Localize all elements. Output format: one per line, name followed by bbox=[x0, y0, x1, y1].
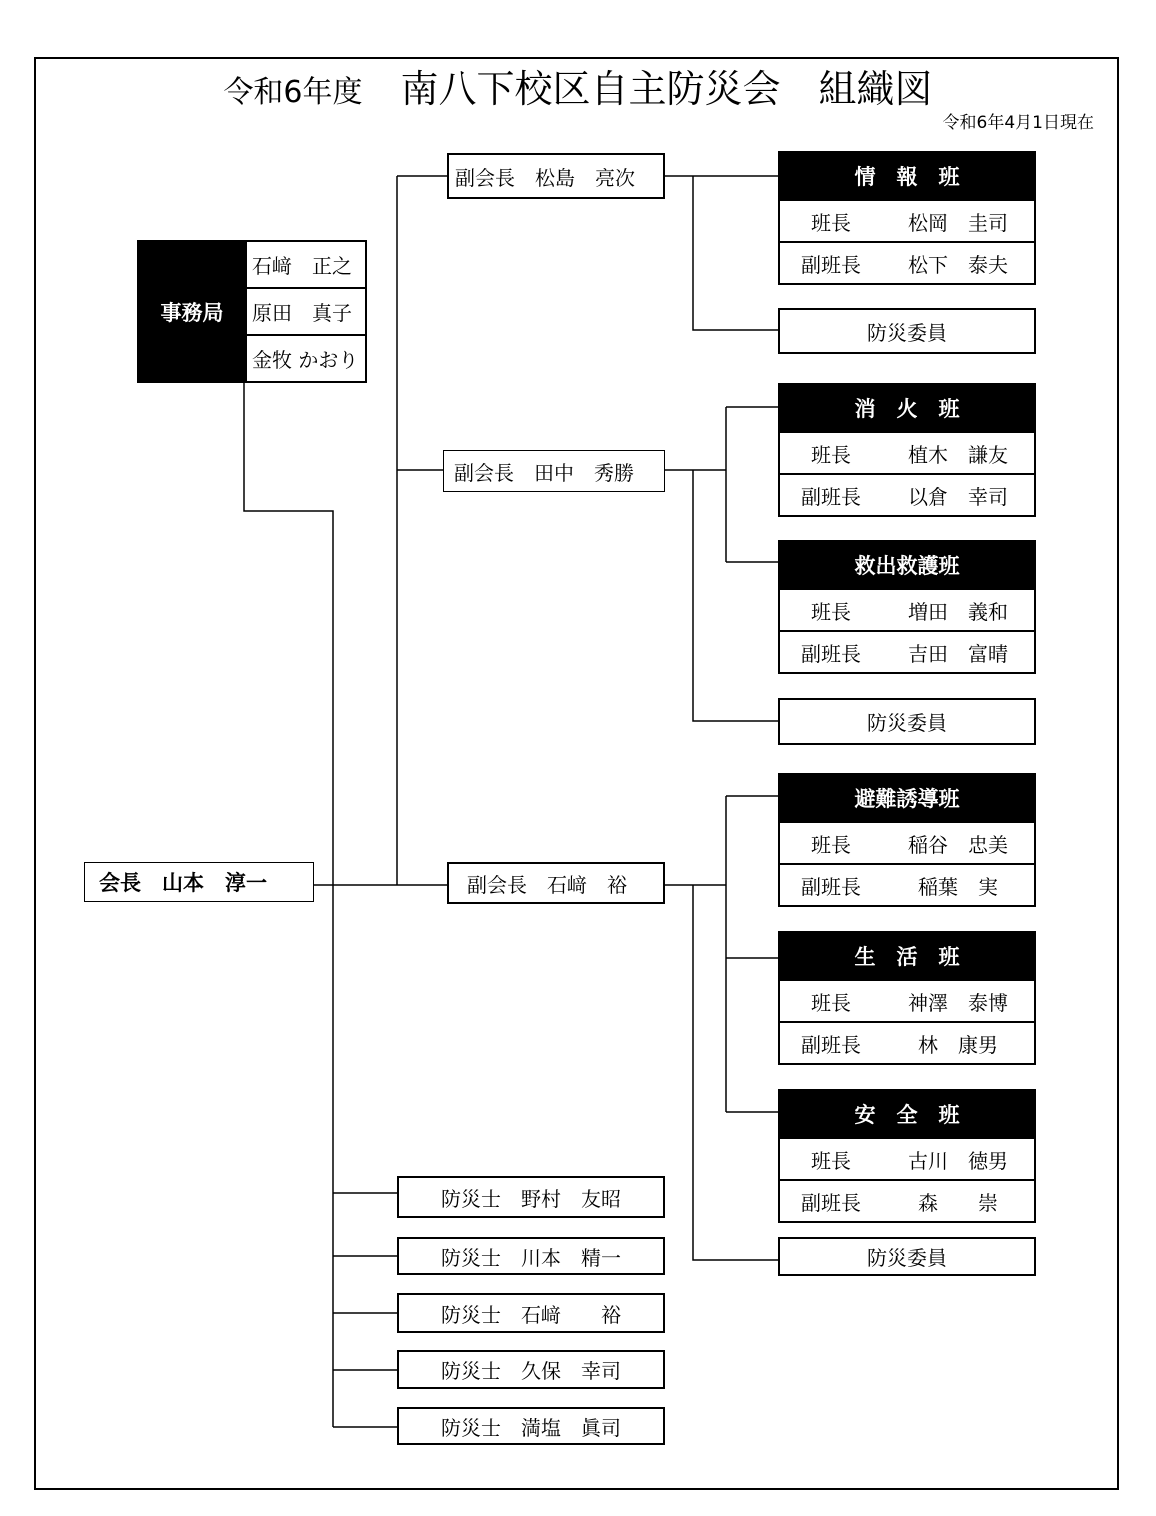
disaster-officer-box: 防災士 野村 友昭 bbox=[397, 1176, 665, 1218]
team-deputy-name: 松下 泰夫 bbox=[908, 252, 1008, 277]
connector-vp3-group bbox=[665, 796, 778, 1260]
role-label: 副班長 bbox=[801, 252, 861, 277]
connector-vp2-group bbox=[665, 407, 778, 721]
president-box: 会長 山本 淳一 bbox=[84, 862, 314, 902]
team-leader-name: 植木 謙友 bbox=[908, 442, 1008, 467]
team-name: 消 火 班 bbox=[780, 385, 1034, 431]
team-box bbox=[778, 383, 1036, 517]
secretariat-member: 原田 真子 bbox=[245, 287, 365, 334]
page-title bbox=[0, 58, 1156, 113]
team-deputy-name: 森 崇 bbox=[918, 1190, 998, 1215]
team-leader-name: 稲谷 忠美 bbox=[908, 832, 1008, 857]
committee-box: 防災委員 bbox=[778, 698, 1036, 745]
role-label: 班長 bbox=[811, 990, 851, 1015]
vice-president-box: 副会長 石﨑 裕 bbox=[447, 862, 665, 904]
disaster-officer-box: 防災士 川本 精一 bbox=[397, 1237, 665, 1275]
disaster-officer-box: 防災士 満塩 眞司 bbox=[397, 1407, 665, 1445]
title-main: 南八下校区自主防災会 組織図 bbox=[400, 67, 933, 111]
committee-box: 防災委員 bbox=[778, 308, 1036, 354]
team-name: 救出救護班 bbox=[780, 542, 1034, 588]
team-name: 生 活 班 bbox=[780, 933, 1034, 979]
team-name: 安 全 班 bbox=[780, 1091, 1034, 1137]
team-leader-name: 松岡 圭司 bbox=[908, 210, 1008, 235]
team-leader-name: 古川 徳男 bbox=[908, 1148, 1008, 1173]
team-box bbox=[778, 540, 1036, 674]
secretariat-member: 金牧 かおり bbox=[245, 334, 365, 381]
role-label: 副班長 bbox=[801, 484, 861, 509]
team-box bbox=[778, 151, 1036, 285]
vice-president-box: 副会長 松島 亮次 bbox=[447, 153, 665, 199]
team-box bbox=[778, 931, 1036, 1065]
team-name: 情 報 班 bbox=[780, 153, 1034, 199]
connector-vp1-group bbox=[665, 176, 778, 330]
team-deputy-name: 林 康男 bbox=[918, 1032, 998, 1057]
secretariat-member: 石﨑 正之 bbox=[245, 242, 365, 287]
team-deputy-name: 稲葉 実 bbox=[918, 874, 998, 899]
role-label: 副班長 bbox=[801, 1190, 861, 1215]
committee-box: 防災委員 bbox=[778, 1237, 1036, 1276]
role-label: 班長 bbox=[811, 599, 851, 624]
team-name: 避難誘導班 bbox=[780, 775, 1034, 821]
role-label: 副班長 bbox=[801, 874, 861, 899]
role-label: 班長 bbox=[811, 832, 851, 857]
disaster-officer-box: 防災士 久保 幸司 bbox=[397, 1350, 665, 1389]
team-box bbox=[778, 1089, 1036, 1223]
secretariat-box bbox=[137, 240, 367, 383]
team-leader-name: 神澤 泰博 bbox=[908, 990, 1008, 1015]
secretariat-label: 事務局 bbox=[139, 242, 245, 381]
disaster-officer-box: 防災士 石﨑 裕 bbox=[397, 1293, 665, 1333]
title-year: 令和6年度 bbox=[223, 75, 363, 110]
connector-secretariat bbox=[244, 383, 333, 1427]
role-label: 副班長 bbox=[801, 1032, 861, 1057]
team-leader-name: 増田 義和 bbox=[908, 599, 1008, 624]
role-label: 班長 bbox=[811, 442, 851, 467]
role-label: 副班長 bbox=[801, 641, 861, 666]
vice-president-box: 副会長 田中 秀勝 bbox=[443, 450, 665, 492]
role-label: 班長 bbox=[811, 1148, 851, 1173]
as-of-date: 令和6年4月1日現在 bbox=[942, 113, 1094, 133]
team-deputy-name: 以倉 幸司 bbox=[908, 484, 1008, 509]
team-box bbox=[778, 773, 1036, 907]
role-label: 班長 bbox=[811, 210, 851, 235]
team-deputy-name: 吉田 富晴 bbox=[908, 641, 1008, 666]
